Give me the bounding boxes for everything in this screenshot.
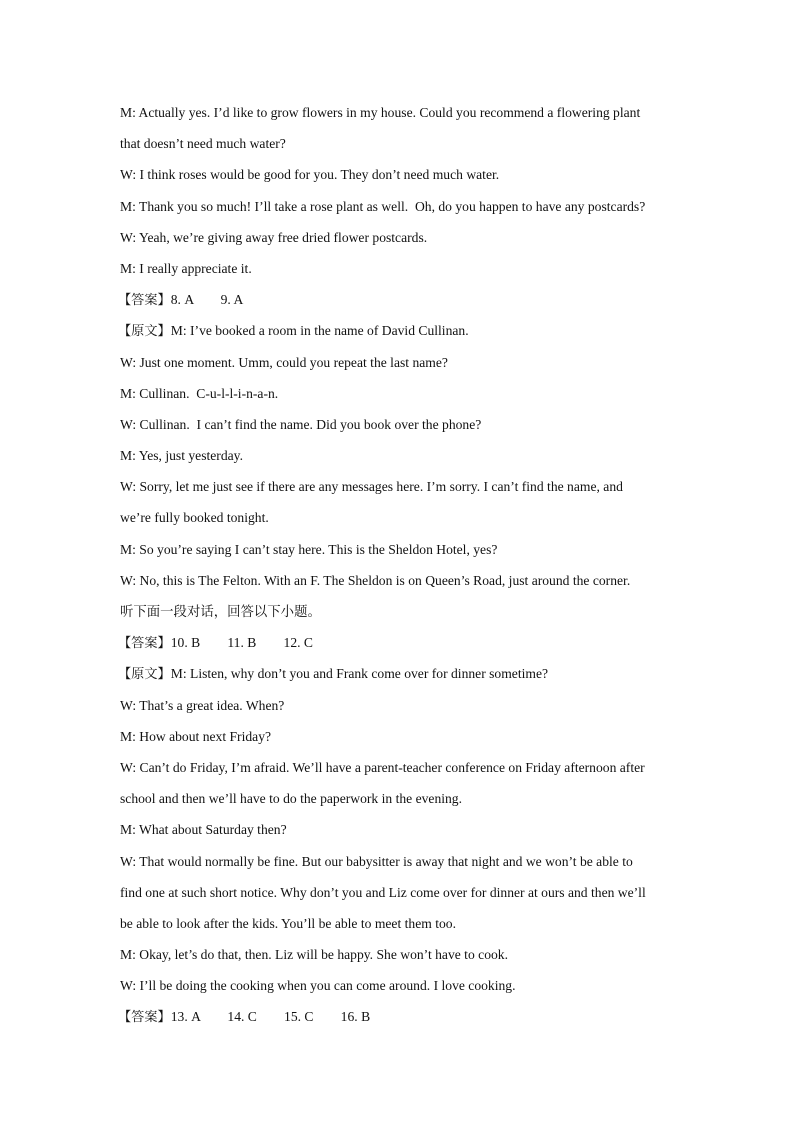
text-line [120, 693, 680, 724]
line-text: W: No, this is The Felton. With an F. The Sheldon is on Queen’s Road, just around the corner. [120, 572, 631, 588]
text-line [120, 162, 680, 193]
text-line [120, 537, 680, 568]
line-text: W: I think roses would be good for you. They don’t need much water. [120, 167, 500, 183]
section-tag: 【原文】 [118, 324, 171, 340]
line-text: M: Listen, why don’t you and Frank come over for dinner sometime? [170, 666, 549, 682]
section-tag: 【原文】 [118, 667, 171, 683]
line-text: W: Just one moment. Umm, could you repeat the last name? [120, 354, 448, 370]
text-line [120, 318, 680, 349]
text-line [120, 131, 680, 162]
line-text: M: How about next Friday? [120, 728, 272, 744]
line-text: W: That would normally be fine. But our babysitter is away that night and we won’t be able to [120, 853, 633, 869]
line-text: M: Actually yes. I’d like to grow flowers in my house. Could you recommend a flowering plant [120, 105, 641, 120]
line-text: M: So you’re saying I can’t stay here. This is the Sheldon Hotel, yes? [120, 541, 498, 557]
text-line [120, 1004, 680, 1035]
line-text: M: Thank you so much! I’ll take a rose plant as well. Oh, do you happen to have any postcards? [120, 198, 646, 214]
text-line [120, 474, 680, 505]
text-line [120, 568, 680, 599]
line-text: 8. A 9. A [170, 292, 244, 308]
line-text: M: Yes, just yesterday. [120, 448, 243, 464]
section-tag: 【答案】 [118, 1010, 171, 1026]
text-line [120, 287, 680, 318]
line-text: M: I really appreciate it. [120, 260, 252, 276]
text-line [120, 350, 680, 381]
text-line [120, 225, 680, 256]
text-line [120, 755, 680, 786]
text-line [120, 194, 680, 225]
text-line [120, 443, 680, 474]
line-text: M: What about Saturday then? [120, 822, 287, 838]
line-text: M: Cullinan. C-u-l-l-i-n-a-n. [120, 385, 279, 401]
transcript-body [120, 100, 680, 1036]
text-line [120, 599, 680, 630]
line-text: M: Okay, let’s do that, then. Liz will be happy. She won’t have to cook. [120, 947, 508, 963]
section-tag: 【答案】 [118, 293, 171, 309]
line-text: W: That’s a great idea. When? [120, 697, 285, 713]
text-line [120, 942, 680, 973]
line-text: 13. A 14. C 15. C 16. B [170, 1009, 371, 1025]
line-text: 10. B 11. B 12. C [170, 635, 313, 651]
line-text: W: Can’t do Friday, I’m afraid. We’ll have a parent-teacher conference on Friday afternoon after [120, 759, 645, 775]
line-text: W: I’ll be doing the cooking when you can come around. I love cooking. [120, 978, 516, 994]
line-text: we’re fully booked tonight. [120, 510, 269, 526]
text-line [120, 911, 680, 942]
text-line [120, 256, 680, 287]
text-line [120, 786, 680, 817]
text-line [120, 100, 680, 131]
text-line [120, 724, 680, 755]
line-text: 听下面一段对话，回答以下小题。 [120, 605, 321, 620]
line-text: school and then we’ll have to do the paperwork in the evening. [120, 791, 463, 807]
line-text: W: Cullinan. I can’t find the name. Did you book over the phone? [120, 416, 482, 432]
line-text: M: I’ve booked a room in the name of David Cullinan. [170, 323, 469, 339]
section-tag: 【答案】 [118, 636, 171, 652]
text-line [120, 880, 680, 911]
line-text: W: Yeah, we’re giving away free dried flower postcards. [120, 229, 428, 245]
text-line [120, 817, 680, 848]
text-line [120, 381, 680, 412]
line-text: find one at such short notice. Why don’t you and Liz come over for dinner at ours and then we’ll [120, 884, 646, 900]
line-text: that doesn’t need much water? [120, 136, 286, 152]
text-line [120, 630, 680, 661]
text-line [120, 849, 680, 880]
text-line [120, 505, 680, 536]
text-line [120, 661, 680, 692]
text-line [120, 973, 680, 1004]
line-text: be able to look after the kids. You’ll be able to meet them too. [120, 915, 456, 931]
text-line [120, 412, 680, 443]
line-text: W: Sorry, let me just see if there are any messages here. I’m sorry. I can’t find the name, and [120, 479, 623, 495]
